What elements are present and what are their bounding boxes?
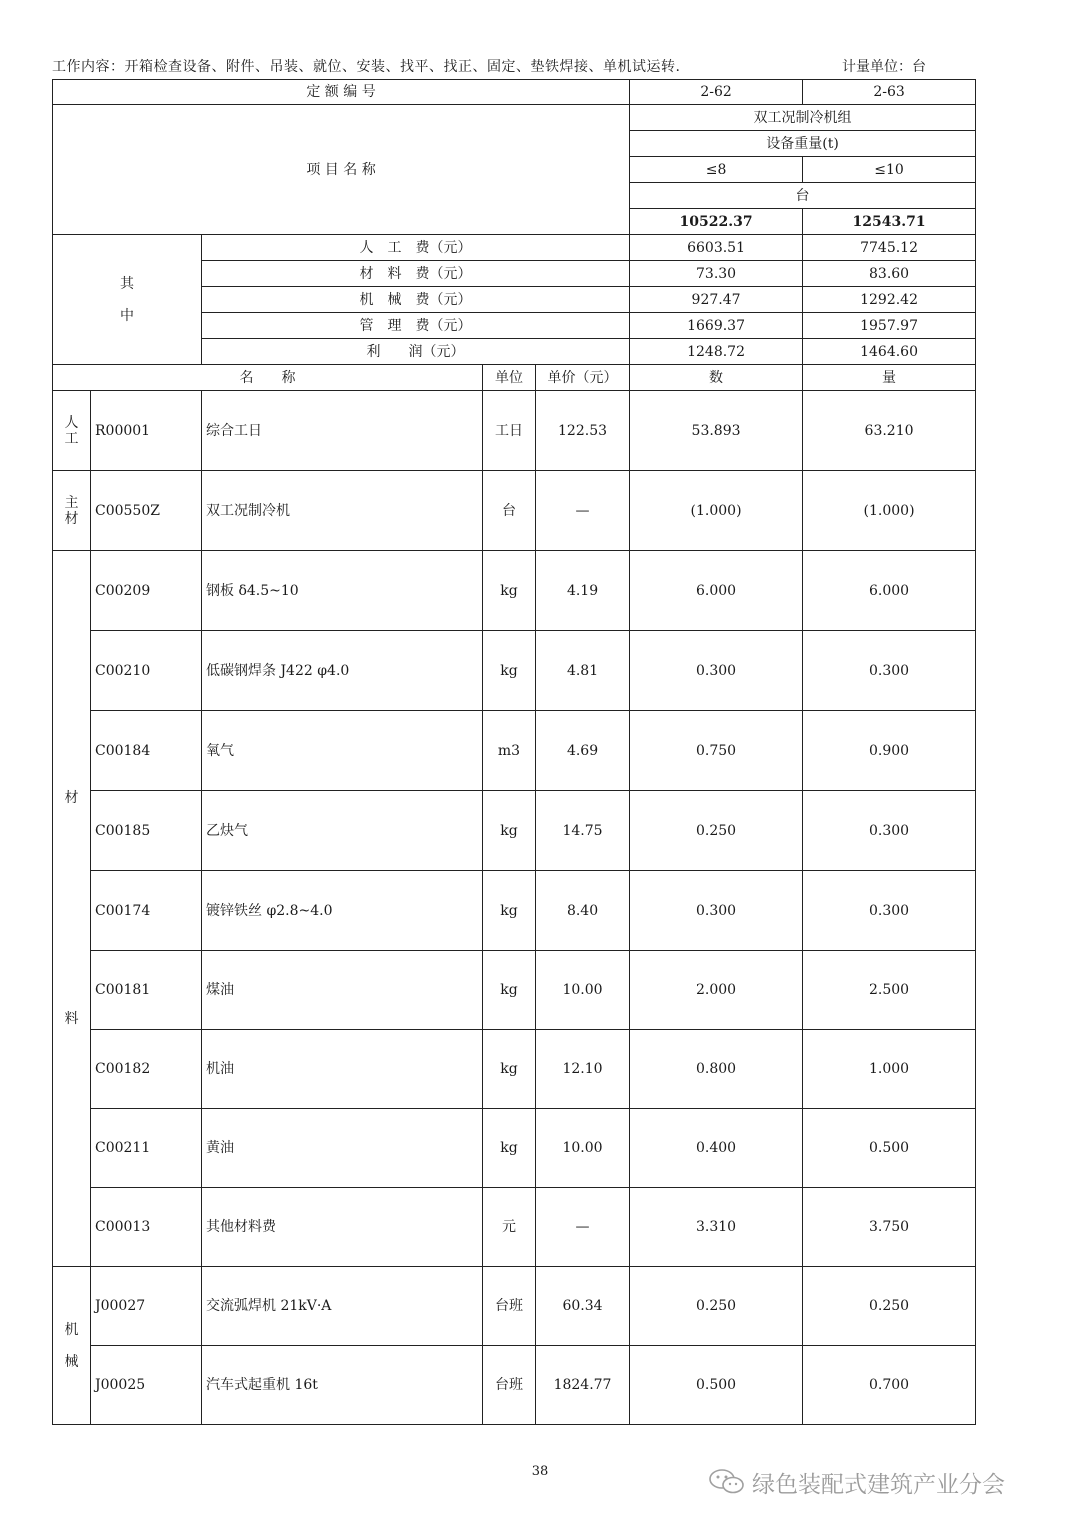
resource-price: — <box>536 1188 630 1267</box>
resource-qty-2: 1.000 <box>803 1030 976 1109</box>
resource-qty-1: 0.250 <box>630 791 803 871</box>
breakdown-value: 1292.42 <box>803 287 976 313</box>
category-main-material <box>53 471 91 551</box>
resource-name: 双工况制冷机 <box>202 471 483 551</box>
resource-price: — <box>536 471 630 551</box>
column-qty-header-left: 数 <box>630 365 803 391</box>
resource-qty-1: 0.800 <box>630 1030 803 1109</box>
item-title: 双工况制冷机组 <box>630 105 976 131</box>
material-row <box>53 551 976 631</box>
material-row <box>53 1109 976 1188</box>
quota-code-label: 定 额 编 号 <box>53 80 630 105</box>
breakdown-label-1: 其 <box>120 275 134 292</box>
material-row <box>53 1188 976 1267</box>
category-material <box>53 551 91 1267</box>
breakdown-name: 材 料 费（元） <box>202 261 630 287</box>
breakdown-value: 1957.97 <box>803 313 976 339</box>
resource-unit: 元 <box>483 1188 536 1267</box>
resource-qty-1: 53.893 <box>630 391 803 471</box>
resource-qty-1: 3.310 <box>630 1188 803 1267</box>
quota-code-1: 2-62 <box>630 80 803 105</box>
resource-name: 镀锌铁丝 φ2.8~4.0 <box>202 871 483 951</box>
param-value-2: ≤10 <box>803 157 976 183</box>
resource-name: 低碳钢焊条 J422 φ4.0 <box>202 631 483 711</box>
column-qty-header-right: 量 <box>803 365 976 391</box>
resource-code: J00025 <box>91 1346 202 1425</box>
resource-code: C00174 <box>91 871 202 951</box>
resource-unit: kg <box>483 871 536 951</box>
quota-table <box>52 79 976 1425</box>
main-material-row <box>53 471 976 551</box>
resource-name: 煤油 <box>202 951 483 1030</box>
resource-name: 机油 <box>202 1030 483 1109</box>
resource-qty-1: 0.300 <box>630 871 803 951</box>
resource-code: C00209 <box>91 551 202 631</box>
machine-row <box>53 1346 976 1425</box>
resource-name: 氧气 <box>202 711 483 791</box>
resource-unit: 台 <box>483 471 536 551</box>
base-price-2: 12543.71 <box>803 209 976 235</box>
material-row <box>53 631 976 711</box>
watermark-text: 绿色装配式建筑产业分会 <box>752 1472 1005 1498</box>
breakdown-value: 73.30 <box>630 261 803 287</box>
resource-qty-2: 0.250 <box>803 1267 976 1346</box>
column-unit-header: 单位 <box>483 365 536 391</box>
breakdown-name: 人 工 费（元） <box>202 235 630 261</box>
category-machine-char-1: 机 <box>64 1321 79 1338</box>
resource-code: C00185 <box>91 791 202 871</box>
resource-unit: m3 <box>483 711 536 791</box>
resource-price: 14.75 <box>536 791 630 871</box>
resource-price: 4.69 <box>536 711 630 791</box>
resource-name: 其他材料费 <box>202 1188 483 1267</box>
resource-qty-2: 6.000 <box>803 551 976 631</box>
category-material-char-1: 材 <box>64 790 79 806</box>
category-main-char-1: 主 <box>64 494 79 511</box>
resource-qty-1: 0.250 <box>630 1267 803 1346</box>
resource-price: 4.19 <box>536 551 630 631</box>
resource-code: C00182 <box>91 1030 202 1109</box>
breakdown-row <box>53 235 976 261</box>
resource-unit: kg <box>483 551 536 631</box>
measurement-unit: 计量单位：台 <box>842 59 926 75</box>
column-name-header: 名 称 <box>53 365 483 391</box>
resource-name: 交流弧焊机 21kV·A <box>202 1267 483 1346</box>
breakdown-name: 管 理 费（元） <box>202 313 630 339</box>
category-labor-char-1: 人 <box>64 414 79 431</box>
material-row <box>53 871 976 951</box>
resource-code: C00181 <box>91 951 202 1030</box>
resource-price: 8.40 <box>536 871 630 951</box>
labor-row <box>53 391 976 471</box>
resource-price: 122.53 <box>536 391 630 471</box>
resource-qty-2: (1.000) <box>803 471 976 551</box>
resource-qty-1: 2.000 <box>630 951 803 1030</box>
breakdown-value: 927.47 <box>630 287 803 313</box>
resource-qty-2: 0.300 <box>803 791 976 871</box>
resource-qty-2: 3.750 <box>803 1188 976 1267</box>
resource-qty-1: 0.300 <box>630 631 803 711</box>
breakdown-name: 机 械 费（元） <box>202 287 630 313</box>
unit-label: 台 <box>630 183 976 209</box>
resource-name: 乙炔气 <box>202 791 483 871</box>
resource-unit: kg <box>483 1030 536 1109</box>
resource-unit: kg <box>483 951 536 1030</box>
breakdown-value: 1669.37 <box>630 313 803 339</box>
breakdown-value: 1248.72 <box>630 339 803 365</box>
resource-qty-1: 0.750 <box>630 711 803 791</box>
material-row <box>53 791 976 871</box>
resource-code: C00013 <box>91 1188 202 1267</box>
material-row <box>53 951 976 1030</box>
resource-unit: 台班 <box>483 1267 536 1346</box>
resource-qty-1: 6.000 <box>630 551 803 631</box>
resource-code: C00184 <box>91 711 202 791</box>
column-price-header: 单价（元） <box>536 365 630 391</box>
page-number: 38 <box>531 1464 549 1479</box>
breakdown-value: 1464.60 <box>803 339 976 365</box>
item-name-label: 项 目 名 称 <box>53 105 630 235</box>
param-value-1: ≤8 <box>630 157 803 183</box>
resource-name: 钢板 δ4.5~10 <box>202 551 483 631</box>
resource-code: C00210 <box>91 631 202 711</box>
material-row <box>53 1030 976 1109</box>
resource-unit: 台班 <box>483 1346 536 1425</box>
work-content-text: 工作内容：开箱检查设备、附件、吊装、就位、安装、找平、找正、固定、垫铁焊接、单机试运转. <box>52 59 681 75</box>
resource-qty-2: 0.500 <box>803 1109 976 1188</box>
resource-name: 综合工日 <box>202 391 483 471</box>
item-title-row <box>53 105 976 131</box>
resource-name: 黄油 <box>202 1109 483 1188</box>
resource-code: C00211 <box>91 1109 202 1188</box>
resource-price: 12.10 <box>536 1030 630 1109</box>
resource-code: J00027 <box>91 1267 202 1346</box>
category-machine-char-2: 械 <box>64 1353 79 1370</box>
resource-unit: 工日 <box>483 391 536 471</box>
resource-qty-1: (1.000) <box>630 471 803 551</box>
breakdown-name: 利 润（元） <box>202 339 630 365</box>
resource-price: 4.81 <box>536 631 630 711</box>
category-main-char-2: 材 <box>64 510 79 527</box>
base-price-1: 10522.37 <box>630 209 803 235</box>
watermark <box>708 1464 1068 1500</box>
category-material-char-2: 料 <box>64 1011 79 1027</box>
resource-price: 60.34 <box>536 1267 630 1346</box>
category-labor-char-2: 工 <box>64 430 79 447</box>
resource-code: C00550Z <box>91 471 202 551</box>
resource-unit: kg <box>483 791 536 871</box>
resource-unit: kg <box>483 1109 536 1188</box>
resource-unit: kg <box>483 631 536 711</box>
resource-name: 汽车式起重机 16t <box>202 1346 483 1425</box>
breakdown-value: 83.60 <box>803 261 976 287</box>
resource-qty-2: 0.300 <box>803 871 976 951</box>
work-content-header <box>52 54 976 76</box>
resource-qty-2: 0.700 <box>803 1346 976 1425</box>
resource-price: 10.00 <box>536 951 630 1030</box>
resource-qty-1: 0.400 <box>630 1109 803 1188</box>
material-row <box>53 711 976 791</box>
quota-code-2: 2-63 <box>803 80 976 105</box>
quota-code-row <box>53 80 976 105</box>
breakdown-value: 6603.51 <box>630 235 803 261</box>
resource-qty-2: 0.300 <box>803 631 976 711</box>
resource-price: 1824.77 <box>536 1346 630 1425</box>
resource-price: 10.00 <box>536 1109 630 1188</box>
category-labor <box>53 391 91 471</box>
resource-qty-2: 63.210 <box>803 391 976 471</box>
breakdown-label-2: 中 <box>120 307 134 324</box>
wechat-icon <box>708 1468 746 1496</box>
column-header-row <box>53 365 976 391</box>
resource-code: R00001 <box>91 391 202 471</box>
resource-qty-2: 2.500 <box>803 951 976 1030</box>
resource-qty-2: 0.900 <box>803 711 976 791</box>
category-machine <box>53 1267 91 1425</box>
resource-qty-1: 0.500 <box>630 1346 803 1425</box>
breakdown-value: 7745.12 <box>803 235 976 261</box>
param-label: 设备重量(t) <box>630 131 976 157</box>
machine-row <box>53 1267 976 1346</box>
breakdown-label <box>53 235 202 365</box>
